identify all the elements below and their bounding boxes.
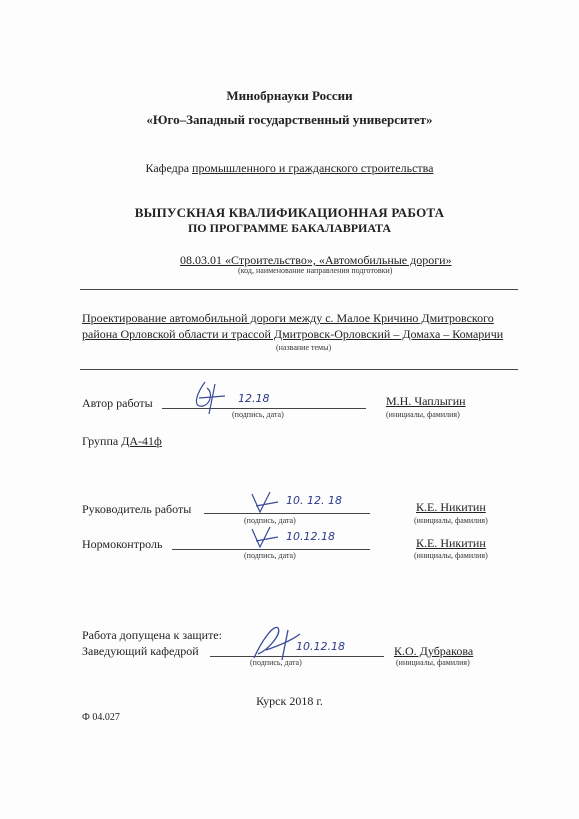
author-sign-caption: (подпись, дата) xyxy=(232,410,284,419)
department-name: промышленного и гражданского строительства xyxy=(192,161,434,175)
supervisor-date: 10. 12. 18 xyxy=(286,494,342,507)
normcontrol-name-caption: (инициалы, фамилия) xyxy=(414,551,488,560)
work-title-line2: ПО ПРОГРАММЕ БАКАЛАВРИАТА xyxy=(187,221,392,235)
supervisor-name-caption: (инициалы, фамилия) xyxy=(414,516,488,525)
normcontrol-date: 10.12.18 xyxy=(286,530,335,543)
department-prefix: Кафедра xyxy=(145,161,193,175)
department-line xyxy=(0,161,579,176)
supervisor-label: Руководитель работы xyxy=(82,502,192,516)
topic-caption: (название темы) xyxy=(276,343,332,352)
supervisor-name: К.Е. Никитин xyxy=(416,500,486,514)
university-title: «Юго–Западный государственный университет» xyxy=(146,112,433,127)
topic-line1: Проектирование автомобильной дороги между с. Малое Кричино Дмитровского xyxy=(82,311,494,325)
author-name: М.Н. Чаплыгин xyxy=(386,394,466,408)
topic-line2: района Орловской области и трассой Дмитровск-Орловский – Домаха – Комаричи xyxy=(82,327,504,341)
head-label: Заведующий кафедрой xyxy=(82,644,199,658)
group-label: Группа xyxy=(82,434,122,448)
supervisor-sign-caption: (подпись, дата) xyxy=(244,516,296,525)
supervisor-sign-line xyxy=(204,513,370,514)
direction-value: 08.03.01 «Строительство», «Автомобильные дороги» xyxy=(180,253,452,267)
group-line xyxy=(82,434,162,449)
topic-underline xyxy=(80,369,518,370)
author-date: 12.18 xyxy=(238,392,270,405)
normcontrol-name: К.Е. Никитин xyxy=(416,536,486,550)
head-sign-caption: (подпись, дата) xyxy=(250,658,302,667)
normcontrol-sign-caption: (подпись, дата) xyxy=(244,551,296,560)
city-year: Курск 2018 г. xyxy=(256,694,323,708)
head-date: 10.12.18 xyxy=(296,640,345,653)
head-name: К.О. Дубракова xyxy=(394,644,474,658)
normcontrol-label: Нормоконтроль xyxy=(82,537,163,551)
admitted-label: Работа допущена к защите: xyxy=(82,628,222,642)
head-name-caption: (инициалы, фамилия) xyxy=(396,658,470,667)
author-name-caption: (инициалы, фамилия) xyxy=(386,410,460,419)
direction-caption: (код, наименование направления подготовки) xyxy=(238,266,393,275)
ministry-title: Минобрнауки России xyxy=(226,88,353,103)
group-value: ДА-41ф xyxy=(121,434,162,448)
separator-line xyxy=(80,289,518,290)
author-label: Автор работы xyxy=(82,396,153,410)
form-code: Ф 04.027 xyxy=(82,712,120,723)
work-title-line1: ВЫПУСКНАЯ КВАЛИФИКАЦИОННАЯ РАБОТА xyxy=(134,205,445,220)
